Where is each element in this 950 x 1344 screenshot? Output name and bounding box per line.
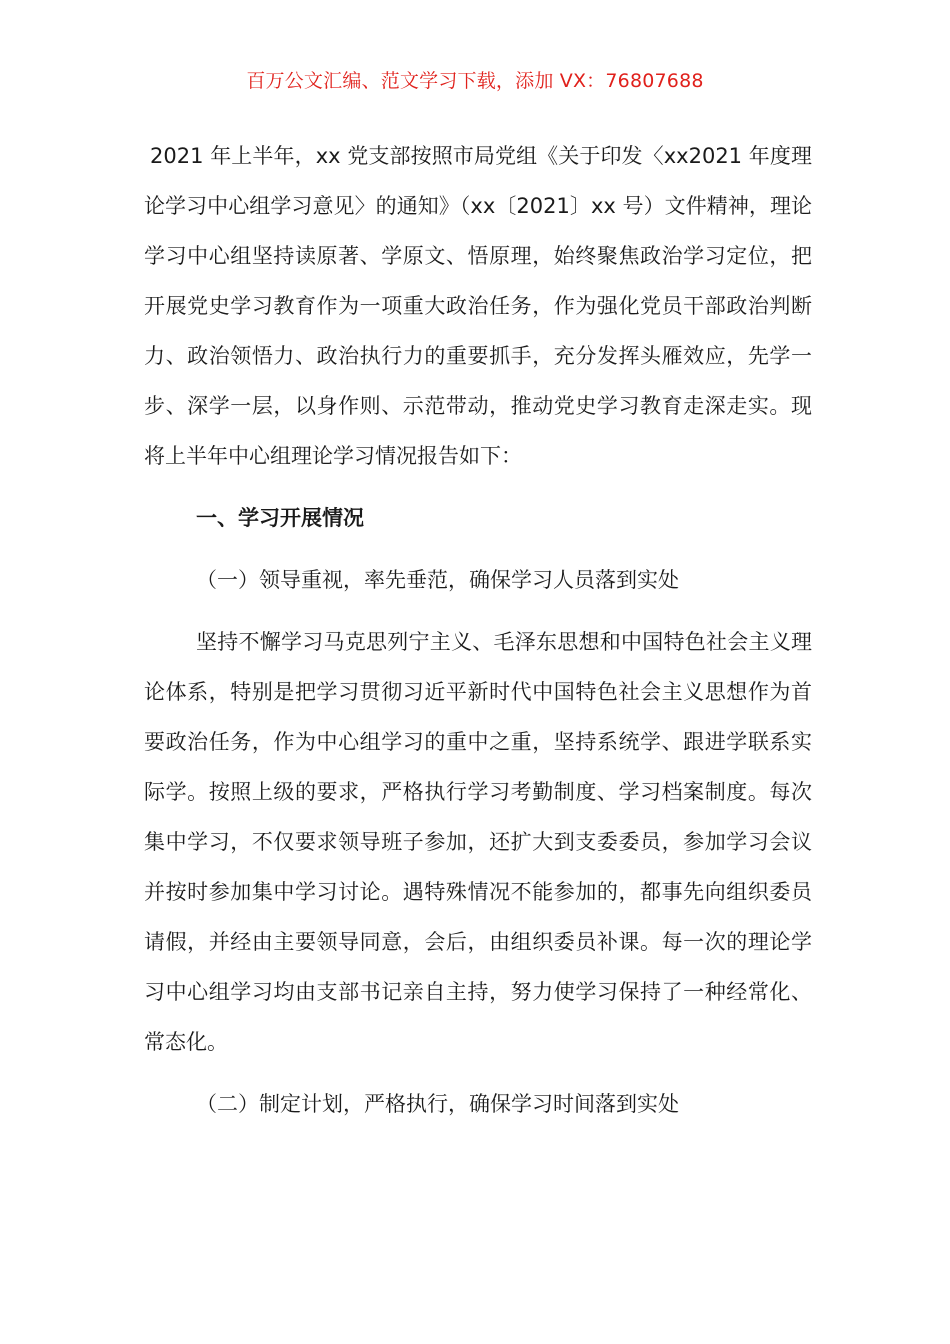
subsection-1-title: （一）领导重视，率先垂范，确保学习人员落到实处 [196,568,679,592]
intro-paragraph: 2021 年上半年，xx 党支部按照市局党组《关于印发〈xx2021 年度理论学习中心组学习意见〉的通知》（xx〔2021〕xx 号）文件精神，理论学习中心组坚持读原著、学原文、悟原理，始终聚焦政治学习定位，把开展党史学习教育作为一项重大政治任务，作为强化党员干部政治判断力、政治领悟力、政治执行力的重要抓手，充分发挥头雁效应，先学一步、深学一层，以身作则、示范带动，推动党史学习教育走深走实。现将上半年中心组理论学习情况报告如下： [144,144,812,468]
subsection-1-body: 坚持不懈学习马克思列宁主义、毛泽东思想和中国特色社会主义理论体系，特别是把学习贯彻习近平新时代中国特色社会主义思想作为首要政治任务，作为中心组学习的重中之重，坚持系统学、跟进学联系实际学。按照上级的要求，严格执行学习考勤制度、学习档案制度。每次集中学习，不仅要求领导班子参加，还扩大到支委委员，参加学习会议并按时参加集中学习讨论。遇特殊情况不能参加的，都事先向组织委员请假，并经由主要领导同意，会后，由组织委员补课。每一次的理论学习中心组学习均由支部书记亲自主持，努力使学习保持了一种经常化、常态化。 [144,630,812,1054]
subsection-2-title: （二）制定计划，严格执行，确保学习时间落到实处 [196,1092,679,1116]
section-1-title: 一、学习开展情况 [196,506,364,530]
header-note: 百万公文汇编、范文学习下载，添加 VX：76807688 [246,70,704,92]
document-body [144,131,812,1129]
